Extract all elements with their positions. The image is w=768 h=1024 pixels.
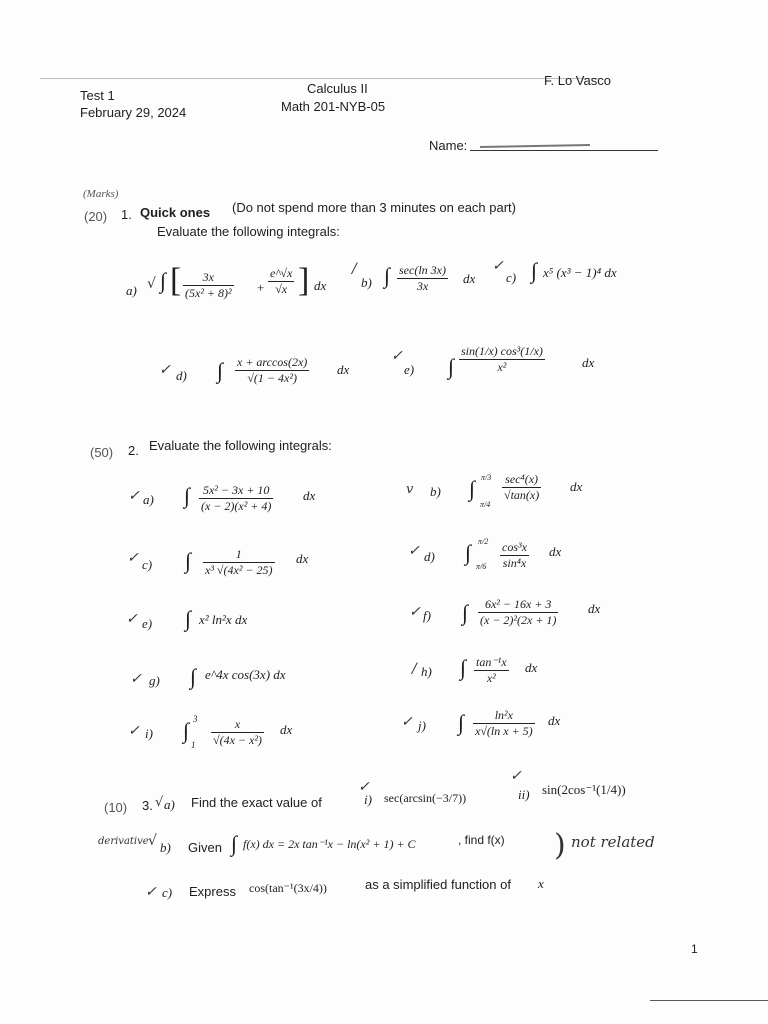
check-mark-icon: ✓ [159,362,171,378]
q1-a-dx: dx [314,278,327,293]
q2-g-expression: e^4x cos(3x) dx [205,667,286,682]
q2-d-lower-limit: π/6 [476,562,487,571]
q1-a-fraction-2 [268,266,294,297]
q1-bold-title: Quick ones [140,205,211,220]
q2-c-fraction [203,547,275,578]
q1-c-label: c) [506,270,517,285]
integral-sign-icon: ∫ [462,600,469,625]
check-mark-icon: ✓ [128,488,140,504]
name-label: Name: [429,138,468,153]
q2-number: 2. [128,443,139,458]
q1-d-numerator: x + arccos(2x) [237,355,308,369]
check-mark-icon: ✓ [408,543,420,559]
check-mark-icon: √ [147,276,156,292]
integral-sign-icon: ∫ [458,710,465,735]
q1-number: 1. [121,207,132,222]
q2-f-numerator: 6x² − 16x + 3 [478,597,558,613]
integral-sign-icon: ∫ [185,548,192,573]
name-scribble [480,144,590,148]
left-bracket: [ [170,262,182,299]
check-mark-icon: ✓ [145,884,157,900]
integral-sign-icon: ∫ [469,476,476,501]
q2-d-numerator: cos³x [502,540,527,554]
q3-number: 3. [142,798,153,813]
integral-sign-icon: ∫ [231,831,238,856]
q2-a-denominator: (x − 2)(x² + 4) [201,499,272,513]
q2-f-denominator: (x − 2)²(2x + 1) [480,613,557,627]
q2-i-fraction [211,717,264,748]
integral-sign-icon: ∫ [184,483,191,508]
check-mark-icon: v [406,482,414,497]
q3-b-find: , find f(x) [458,833,505,847]
q2-b-lower-limit: π/4 [480,500,491,509]
test-title: Test 1 [80,88,115,103]
q1-b-denominator: 3x [416,279,429,293]
check-mark-icon: ✓ [492,258,504,274]
q2-h-denominator: x² [486,671,496,685]
handwritten-derivative-note: derivative [98,836,149,847]
q2-instruction: Evaluate the following integrals: [149,438,332,453]
q2-j-denominator: x√(ln x + 5) [475,724,533,738]
q2-b-dx: dx [570,479,583,494]
q2-b-fraction [502,472,541,503]
q2-b-numerator: sec⁴(x) [502,472,541,488]
q3-marks: (10) [104,800,128,815]
page-number: 1 [691,942,698,956]
check-mark-icon: / [352,261,357,277]
q2-i-upper-limit: 3 [193,714,198,724]
course-code: Math 201-NYB-05 [281,99,386,114]
q3-c-label: c) [162,885,173,900]
check-mark-icon: / [412,661,417,677]
scan-top-line [40,78,600,79]
q2-c-numerator: 1 [203,547,275,563]
q3-c-variable: x [538,876,544,891]
q3-a-i-expression: sec(arcsin(−3/7)) [384,791,467,805]
q2-d-denominator: sin⁴x [502,556,527,570]
q2-a-label: a) [143,492,154,507]
q1-a-fraction-1 [183,270,234,301]
q1-e-denominator: x² [497,360,507,374]
q2-e-label: e) [142,616,153,631]
q2-h-label: h) [421,664,432,679]
right-bracket: ] [298,262,310,299]
q3-b-label: b) [160,840,171,855]
check-mark-icon: ✓ [510,768,522,784]
q2-h-dx: dx [525,660,538,675]
q1-a-t1-numerator: 3x [183,270,234,286]
q1-d-dx: dx [337,362,350,377]
q2-g-label: g) [149,673,160,688]
check-mark-icon: √ [148,833,157,849]
q3-b-expression: f(x) dx = 2x tan⁻¹x − ln(x² + 1) + C [243,837,416,851]
q1-b-label: b) [361,275,372,290]
q1-b-dx: dx [463,271,476,286]
q1-c-expression: x⁵ (x³ − 1)⁴ dx [543,265,617,280]
q1-a-t2-denominator: √x [275,282,288,296]
q1-d-denominator: √(1 − 4x²) [247,371,297,385]
q1-e-fraction [459,344,545,375]
q1-b-fraction [397,263,448,294]
q3-c-text: Express [189,884,236,899]
check-mark-icon: ✓ [358,779,370,795]
q3-a-ii-label: ii) [518,787,530,802]
q2-i-dx: dx [280,722,293,737]
q2-j-numerator: ln²x [473,708,535,724]
q2-c-label: c) [142,557,153,572]
q1-a-t2-numerator: e^√x [270,266,293,280]
check-mark-icon: ✓ [391,348,403,364]
handwritten-not-related: not related [571,833,655,851]
integral-sign-icon: ∫ [460,655,467,680]
teacher-name: F. Lo Vasco [544,73,611,88]
q1-e-dx: dx [582,355,595,370]
q2-d-label: d) [424,549,435,564]
q2-i-label: i) [145,726,153,741]
q1-b-numerator: sec(ln 3x) [399,263,446,277]
q3-a-label: a) [164,797,175,812]
check-mark-icon: ✓ [127,550,139,566]
scan-bottom-line [650,1000,768,1001]
test-date: February 29, 2024 [80,105,187,120]
integral-sign-icon: ∫ [465,540,472,565]
q3-a-i-label: i) [364,792,372,807]
integral-sign-icon: ∫ [531,258,538,283]
q1-e-numerator: sin(1/x) cos³(1/x) [461,344,543,358]
q2-d-dx: dx [549,544,562,559]
q2-i-numerator: x [211,717,264,733]
q2-f-label: f) [423,608,431,623]
q2-i-denominator: √(4x − x²) [213,733,262,747]
q2-j-dx: dx [548,713,561,728]
q2-b-upper-limit: π/3 [481,473,492,482]
plus-sign: + [257,280,265,295]
q2-c-dx: dx [296,551,309,566]
q3-c-text2: as a simplified function of [365,877,511,892]
q2-j-fraction [473,708,535,739]
q2-i-lower-limit: 1 [191,740,196,750]
integral-sign-icon: ∫ [160,268,167,293]
q2-marks: (50) [90,445,114,460]
integral-sign-icon: ∫ [190,664,197,689]
q2-h-fraction [474,655,509,686]
q1-e-label: e) [404,362,415,377]
integral-sign-icon: ∫ [185,606,192,631]
q2-d-fraction [500,540,529,571]
integral-sign-icon: ∫ [384,263,391,288]
q1-instruction: Evaluate the following integrals: [157,224,340,239]
integral-sign-icon: ∫ [448,354,455,379]
q2-h-numerator: tan⁻¹x [476,655,507,669]
q2-j-label: j) [418,718,426,733]
integral-sign-icon: ∫ [217,358,224,383]
check-mark-icon: √ [155,795,164,810]
q3-a-ii-expression: sin(2cos⁻¹(1/4)) [542,782,626,797]
q2-d-upper-limit: π/2 [478,537,489,546]
q1-d-fraction [235,355,309,386]
q2-b-label: b) [430,484,441,499]
check-mark-icon: ✓ [126,611,138,627]
q3-a-text: Find the exact value of [191,795,322,810]
q1-marks: (20) [84,209,108,224]
name-line [470,150,658,151]
check-mark-icon: ✓ [409,604,421,620]
check-mark-icon: ✓ [128,723,140,739]
integral-sign-icon: ∫ [183,718,190,743]
q1-a-label: a) [126,283,137,298]
q2-a-numerator: 5x² − 3x + 10 [199,483,273,499]
q2-e-expression: x² ln²x dx [199,612,248,627]
q2-b-denominator: √tan(x) [504,488,540,502]
q3-b-given: Given [188,840,222,855]
q2-c-denominator: x³ √(4x² − 25) [205,563,273,577]
check-mark-icon: ✓ [130,671,142,687]
q2-f-fraction [478,597,558,628]
q2-a-fraction [199,483,273,514]
q1-note: (Do not spend more than 3 minutes on each part) [232,200,516,215]
q2-a-dx: dx [303,488,316,503]
handwritten-brace: ) [554,828,566,863]
q3-c-expression: cos(tan⁻¹(3x/4)) [249,881,327,895]
q1-d-label: d) [176,368,187,383]
marks-label: (Marks) [83,188,119,200]
course-name: Calculus II [307,81,368,96]
check-mark-icon: ✓ [401,714,413,730]
q1-a-t1-denominator: (5x² + 8)² [185,286,232,300]
q2-f-dx: dx [588,601,601,616]
